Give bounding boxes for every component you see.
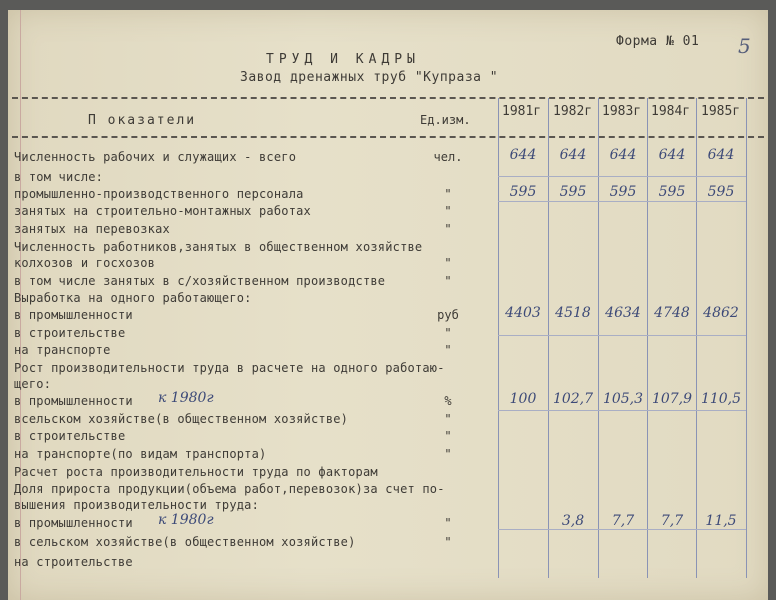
header-year-1981: 1981г bbox=[502, 104, 542, 119]
header-year-1984: 1984г bbox=[651, 104, 691, 119]
row-label: вышения производительности труда: bbox=[14, 498, 260, 512]
row-unit: " bbox=[444, 343, 452, 357]
value-cell: 107,9 bbox=[651, 391, 693, 407]
pencil-mark: 5 bbox=[738, 34, 751, 58]
row-label: в промышленности bbox=[14, 394, 133, 408]
value-cell: 644 bbox=[559, 147, 587, 163]
row-label: в промышленности bbox=[14, 308, 133, 322]
row-unit: " bbox=[444, 222, 452, 236]
row-unit: " bbox=[444, 274, 452, 288]
value-cell: 105,3 bbox=[602, 391, 644, 407]
value-cell: 644 bbox=[707, 147, 735, 163]
row-label: на строительстве bbox=[14, 555, 133, 569]
value-cell: 4518 bbox=[555, 305, 591, 321]
row-label: на транспорте(по видам транспорта) bbox=[14, 447, 267, 461]
row-rule bbox=[498, 335, 746, 336]
header-top-rule bbox=[12, 97, 764, 99]
value-cell: 595 bbox=[609, 184, 637, 200]
handwritten-note: к 1980г bbox=[158, 390, 214, 406]
row-label: Численность рабочих и служащих - всего bbox=[14, 150, 297, 164]
handwritten-note: к 1980г bbox=[158, 512, 214, 528]
value-cell: 644 bbox=[609, 147, 637, 163]
row-label: занятых на строительно-монтажных работах bbox=[14, 204, 311, 218]
value-cell: 595 bbox=[559, 184, 587, 200]
row-label: Доля прироста продукции(объема работ,перевозок)за счет по- bbox=[14, 482, 445, 496]
row-unit: " bbox=[444, 535, 452, 549]
row-label: Выработка на одного работающего: bbox=[14, 291, 252, 305]
value-cell: 4403 bbox=[505, 305, 541, 321]
value-cell: 595 bbox=[707, 184, 735, 200]
row-unit: " bbox=[444, 256, 452, 270]
row-rule bbox=[498, 529, 746, 530]
header-indicator: П оказатели bbox=[88, 113, 197, 128]
row-unit: " bbox=[444, 447, 452, 461]
row-label: в промышленности bbox=[14, 516, 133, 530]
value-cell: 7,7 bbox=[611, 513, 635, 529]
row-label: Рост производительности труда в расчете на одного работаю- bbox=[14, 361, 445, 375]
value-cell: 100 bbox=[509, 391, 537, 407]
row-label: в строительстве bbox=[14, 326, 126, 340]
column-rule bbox=[498, 98, 499, 578]
row-label: в том числе: bbox=[14, 170, 104, 184]
row-unit: " bbox=[444, 326, 452, 340]
document-subtitle: Завод дренажных труб "Купраза " bbox=[240, 70, 499, 85]
value-cell: 3,8 bbox=[561, 513, 585, 529]
row-label: промышленно-производственного персонала bbox=[14, 187, 304, 201]
row-label: на транспорте bbox=[14, 343, 111, 357]
row-unit: " bbox=[444, 412, 452, 426]
row-label: всельском хозяйстве(в общественном хозяйстве) bbox=[14, 412, 349, 426]
row-unit: " bbox=[444, 187, 452, 201]
row-unit: чел. bbox=[433, 150, 463, 164]
value-cell: 644 bbox=[658, 147, 686, 163]
value-cell: 11,5 bbox=[705, 513, 737, 529]
column-rule bbox=[746, 98, 747, 578]
document-sheet bbox=[8, 10, 768, 600]
row-unit: " bbox=[444, 516, 452, 530]
value-cell: 102,7 bbox=[552, 391, 594, 407]
value-cell: 4748 bbox=[654, 305, 690, 321]
column-rule bbox=[647, 98, 648, 578]
header-year-1982: 1982г bbox=[553, 104, 593, 119]
row-label: в том числе занятых в с/хозяйственном производстве bbox=[14, 274, 386, 288]
row-label: колхозов и госхозов bbox=[14, 256, 156, 270]
row-label: Расчет роста производительности труда по факторам bbox=[14, 465, 378, 479]
row-label: в сельском хозяйстве(в общественном хозяйстве) bbox=[14, 535, 356, 549]
value-cell: 7,7 bbox=[660, 513, 684, 529]
value-cell: 595 bbox=[658, 184, 686, 200]
row-label: щего: bbox=[14, 377, 52, 391]
row-label: занятых на перевозках bbox=[14, 222, 170, 236]
row-label: в строительстве bbox=[14, 429, 126, 443]
value-cell: 595 bbox=[509, 184, 537, 200]
document-title: ТРУД И КАДРЫ bbox=[266, 52, 420, 67]
value-cell: 4634 bbox=[605, 305, 641, 321]
column-rule bbox=[598, 98, 599, 578]
row-unit: " bbox=[444, 429, 452, 443]
form-number: Форма № 01 bbox=[616, 34, 700, 49]
row-unit: руб bbox=[437, 308, 459, 322]
value-cell: 644 bbox=[509, 147, 537, 163]
row-rule bbox=[498, 410, 746, 411]
row-rule bbox=[498, 201, 746, 202]
row-rule bbox=[498, 176, 746, 177]
header-unit: Ед.изм. bbox=[420, 113, 471, 127]
column-rule bbox=[548, 98, 549, 578]
value-cell: 110,5 bbox=[700, 391, 742, 407]
column-rule bbox=[696, 98, 697, 578]
header-year-1983: 1983г bbox=[602, 104, 642, 119]
value-cell: 4862 bbox=[703, 305, 739, 321]
header-bottom-rule bbox=[12, 136, 764, 138]
row-unit: % bbox=[444, 394, 452, 408]
row-label: Численность работников,занятых в общественном хозяйстве bbox=[14, 240, 423, 254]
row-unit: " bbox=[444, 204, 452, 218]
header-year-1985: 1985г bbox=[701, 104, 741, 119]
